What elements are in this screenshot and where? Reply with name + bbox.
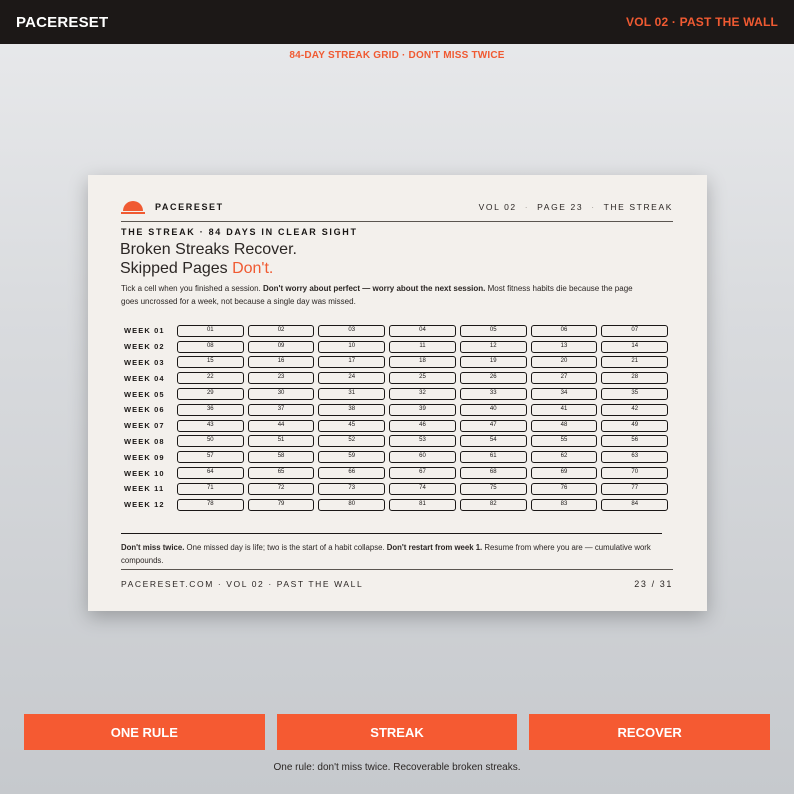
day-cell[interactable]: 79	[248, 499, 315, 511]
day-cell[interactable]: 42	[601, 404, 668, 416]
volume-label: VOL 02 · PAST THE WALL	[626, 15, 778, 29]
day-cell[interactable]: 09	[248, 341, 315, 353]
week-label: WEEK 01	[124, 326, 165, 336]
day-cell[interactable]: 54	[460, 435, 527, 447]
day-cell[interactable]: 16	[248, 356, 315, 368]
streak-card	[88, 175, 707, 611]
day-cell[interactable]: 73	[318, 483, 385, 495]
day-cell[interactable]: 29	[177, 388, 244, 400]
week-row	[124, 465, 672, 481]
card-body-text	[121, 283, 641, 308]
headline-accent: Don't.	[232, 260, 274, 277]
day-cell[interactable]: 66	[318, 467, 385, 479]
day-cell[interactable]: 33	[460, 388, 527, 400]
day-cell[interactable]: 52	[318, 435, 385, 447]
day-cell[interactable]: 45	[318, 420, 385, 432]
day-cell[interactable]: 15	[177, 356, 244, 368]
card-header	[121, 201, 673, 222]
caption: One rule: don't miss twice. Recoverable broken streaks.	[273, 762, 521, 773]
day-cell[interactable]: 10	[318, 341, 385, 353]
day-cell[interactable]: 81	[389, 499, 456, 511]
day-cell[interactable]: 31	[318, 388, 385, 400]
day-cell[interactable]: 75	[460, 483, 527, 495]
week-row	[124, 434, 672, 450]
week-label: WEEK 09	[124, 452, 165, 462]
week-label: WEEK 03	[124, 357, 165, 367]
day-cell[interactable]: 82	[460, 499, 527, 511]
day-cell[interactable]: 49	[601, 420, 668, 432]
day-cell[interactable]: 34	[531, 388, 598, 400]
day-cell[interactable]: 69	[531, 467, 598, 479]
footnote-text-1: One missed day is life; two is the start of a habit collapse.	[184, 543, 387, 552]
day-cell[interactable]: 38	[318, 404, 385, 416]
top-bar	[0, 0, 794, 44]
day-cell[interactable]: 41	[531, 404, 598, 416]
headline-line-2-text: Skipped Pages	[120, 260, 233, 277]
day-cell[interactable]: 27	[531, 372, 598, 384]
week-row	[124, 370, 672, 386]
header-page: PAGE 23	[537, 202, 584, 212]
day-cell[interactable]: 18	[389, 356, 456, 368]
week-row	[124, 355, 672, 371]
body-rest: Most fitness habits die because the page goes uncrossed for a week, not because a single day was missed.	[121, 284, 633, 306]
week-label: WEEK 11	[124, 484, 165, 494]
recover-button[interactable]: RECOVER	[529, 714, 770, 750]
brand-title: PACERESET	[16, 13, 109, 31]
sunrise-icon	[121, 201, 145, 213]
day-cell[interactable]: 57	[177, 451, 244, 463]
day-cell[interactable]: 58	[248, 451, 315, 463]
week-row	[124, 339, 672, 355]
headline-line-1: Broken Streaks Recover.	[120, 241, 297, 258]
day-cell[interactable]: 76	[531, 483, 598, 495]
day-cell[interactable]: 04	[389, 325, 456, 337]
day-cell[interactable]: 67	[389, 467, 456, 479]
one-rule-button[interactable]: ONE RULE	[24, 714, 265, 750]
day-cell[interactable]: 63	[601, 451, 668, 463]
body-intro: Tick a cell when you finished a session.	[121, 284, 263, 293]
week-label: WEEK 05	[124, 389, 165, 399]
header-volume: VOL 02	[478, 202, 517, 212]
day-cell[interactable]: 47	[460, 420, 527, 432]
day-cell[interactable]: 28	[601, 372, 668, 384]
week-label: WEEK 02	[124, 342, 165, 352]
day-cell[interactable]: 19	[460, 356, 527, 368]
day-cell[interactable]: 50	[177, 435, 244, 447]
header-section: THE STREAK	[603, 202, 673, 212]
day-cell[interactable]: 65	[248, 467, 315, 479]
day-cell[interactable]: 12	[460, 341, 527, 353]
day-cell[interactable]: 70	[601, 467, 668, 479]
day-cell[interactable]: 44	[248, 420, 315, 432]
day-cell[interactable]: 55	[531, 435, 598, 447]
day-cell[interactable]: 37	[248, 404, 315, 416]
day-cell[interactable]: 83	[531, 499, 598, 511]
card-header-meta	[479, 202, 673, 212]
headline-line-2	[120, 259, 297, 278]
day-cell[interactable]: 25	[389, 372, 456, 384]
week-label: WEEK 08	[124, 436, 165, 446]
day-cell[interactable]: 08	[177, 341, 244, 353]
week-label: WEEK 04	[124, 373, 165, 383]
footnote-text-2: Resume from where you are — cumulative work compounds.	[121, 543, 651, 565]
day-cell[interactable]: 03	[318, 325, 385, 337]
day-cell[interactable]: 74	[389, 483, 456, 495]
day-cell[interactable]: 71	[177, 483, 244, 495]
day-cell[interactable]: 78	[177, 499, 244, 511]
day-cell[interactable]: 20	[531, 356, 598, 368]
footer-page-number: 23 / 31	[634, 579, 673, 589]
day-cell[interactable]: 01	[177, 325, 244, 337]
day-cell[interactable]: 62	[531, 451, 598, 463]
day-cell[interactable]: 68	[460, 467, 527, 479]
day-cell[interactable]: 30	[248, 388, 315, 400]
week-row	[124, 386, 672, 402]
day-cell[interactable]: 77	[601, 483, 668, 495]
week-row	[124, 481, 672, 497]
day-cell[interactable]: 80	[318, 499, 385, 511]
day-cell[interactable]: 07	[601, 325, 668, 337]
card-logo	[121, 201, 224, 213]
header-separator: ·	[591, 202, 596, 212]
day-cell[interactable]: 36	[177, 404, 244, 416]
day-cell[interactable]: 23	[248, 372, 315, 384]
card-kicker: THE STREAK · 84 DAYS IN CLEAR SIGHT	[121, 227, 358, 237]
week-row	[124, 449, 672, 465]
day-cell[interactable]: 46	[389, 420, 456, 432]
body-bold: Don't worry about perfect — worry about the next session.	[263, 284, 486, 293]
day-cell[interactable]: 32	[389, 388, 456, 400]
day-cell[interactable]: 17	[318, 356, 385, 368]
day-cell[interactable]: 21	[601, 356, 668, 368]
day-cell[interactable]: 53	[389, 435, 456, 447]
day-cell[interactable]: 64	[177, 467, 244, 479]
day-cell[interactable]: 51	[248, 435, 315, 447]
action-buttons	[24, 714, 770, 750]
streak-grid	[124, 323, 672, 513]
day-cell[interactable]: 24	[318, 372, 385, 384]
day-cell[interactable]: 72	[248, 483, 315, 495]
day-cell[interactable]: 60	[389, 451, 456, 463]
footer-site: PACERESET.COM · VOL 02 · PAST THE WALL	[121, 579, 364, 589]
week-row	[124, 323, 672, 339]
week-row	[124, 402, 672, 418]
day-cell[interactable]: 26	[460, 372, 527, 384]
week-label: WEEK 12	[124, 500, 165, 510]
day-cell[interactable]: 40	[460, 404, 527, 416]
page-subtitle: 84-DAY STREAK GRID · DON'T MISS TWICE	[289, 50, 505, 61]
day-cell[interactable]: 48	[531, 420, 598, 432]
week-label: WEEK 10	[124, 468, 165, 478]
week-label: WEEK 07	[124, 421, 165, 431]
day-cell[interactable]: 61	[460, 451, 527, 463]
footnote-bold-1: Don't miss twice.	[121, 543, 185, 552]
header-separator: ·	[524, 202, 530, 212]
day-cell[interactable]: 59	[318, 451, 385, 463]
day-cell[interactable]: 13	[531, 341, 598, 353]
day-cell[interactable]: 06	[531, 325, 598, 337]
streak-button[interactable]: STREAK	[277, 714, 518, 750]
day-cell[interactable]: 11	[389, 341, 456, 353]
day-cell[interactable]: 22	[177, 372, 244, 384]
day-cell[interactable]: 43	[177, 420, 244, 432]
day-cell[interactable]: 84	[601, 499, 668, 511]
day-cell[interactable]: 56	[601, 435, 668, 447]
day-cell[interactable]: 05	[460, 325, 527, 337]
week-row	[124, 497, 672, 513]
day-cell[interactable]: 02	[248, 325, 315, 337]
day-cell[interactable]: 39	[389, 404, 456, 416]
day-cell[interactable]: 35	[601, 388, 668, 400]
logo-text: PACERESET	[155, 202, 224, 212]
day-cell[interactable]: 14	[601, 341, 668, 353]
card-footnote	[121, 542, 666, 567]
card-footer	[121, 569, 673, 589]
footnote-bold-2: Don't restart from week 1.	[386, 543, 483, 552]
card-headline	[120, 240, 297, 278]
divider	[121, 533, 662, 534]
week-label: WEEK 06	[124, 405, 165, 415]
week-row	[124, 418, 672, 434]
